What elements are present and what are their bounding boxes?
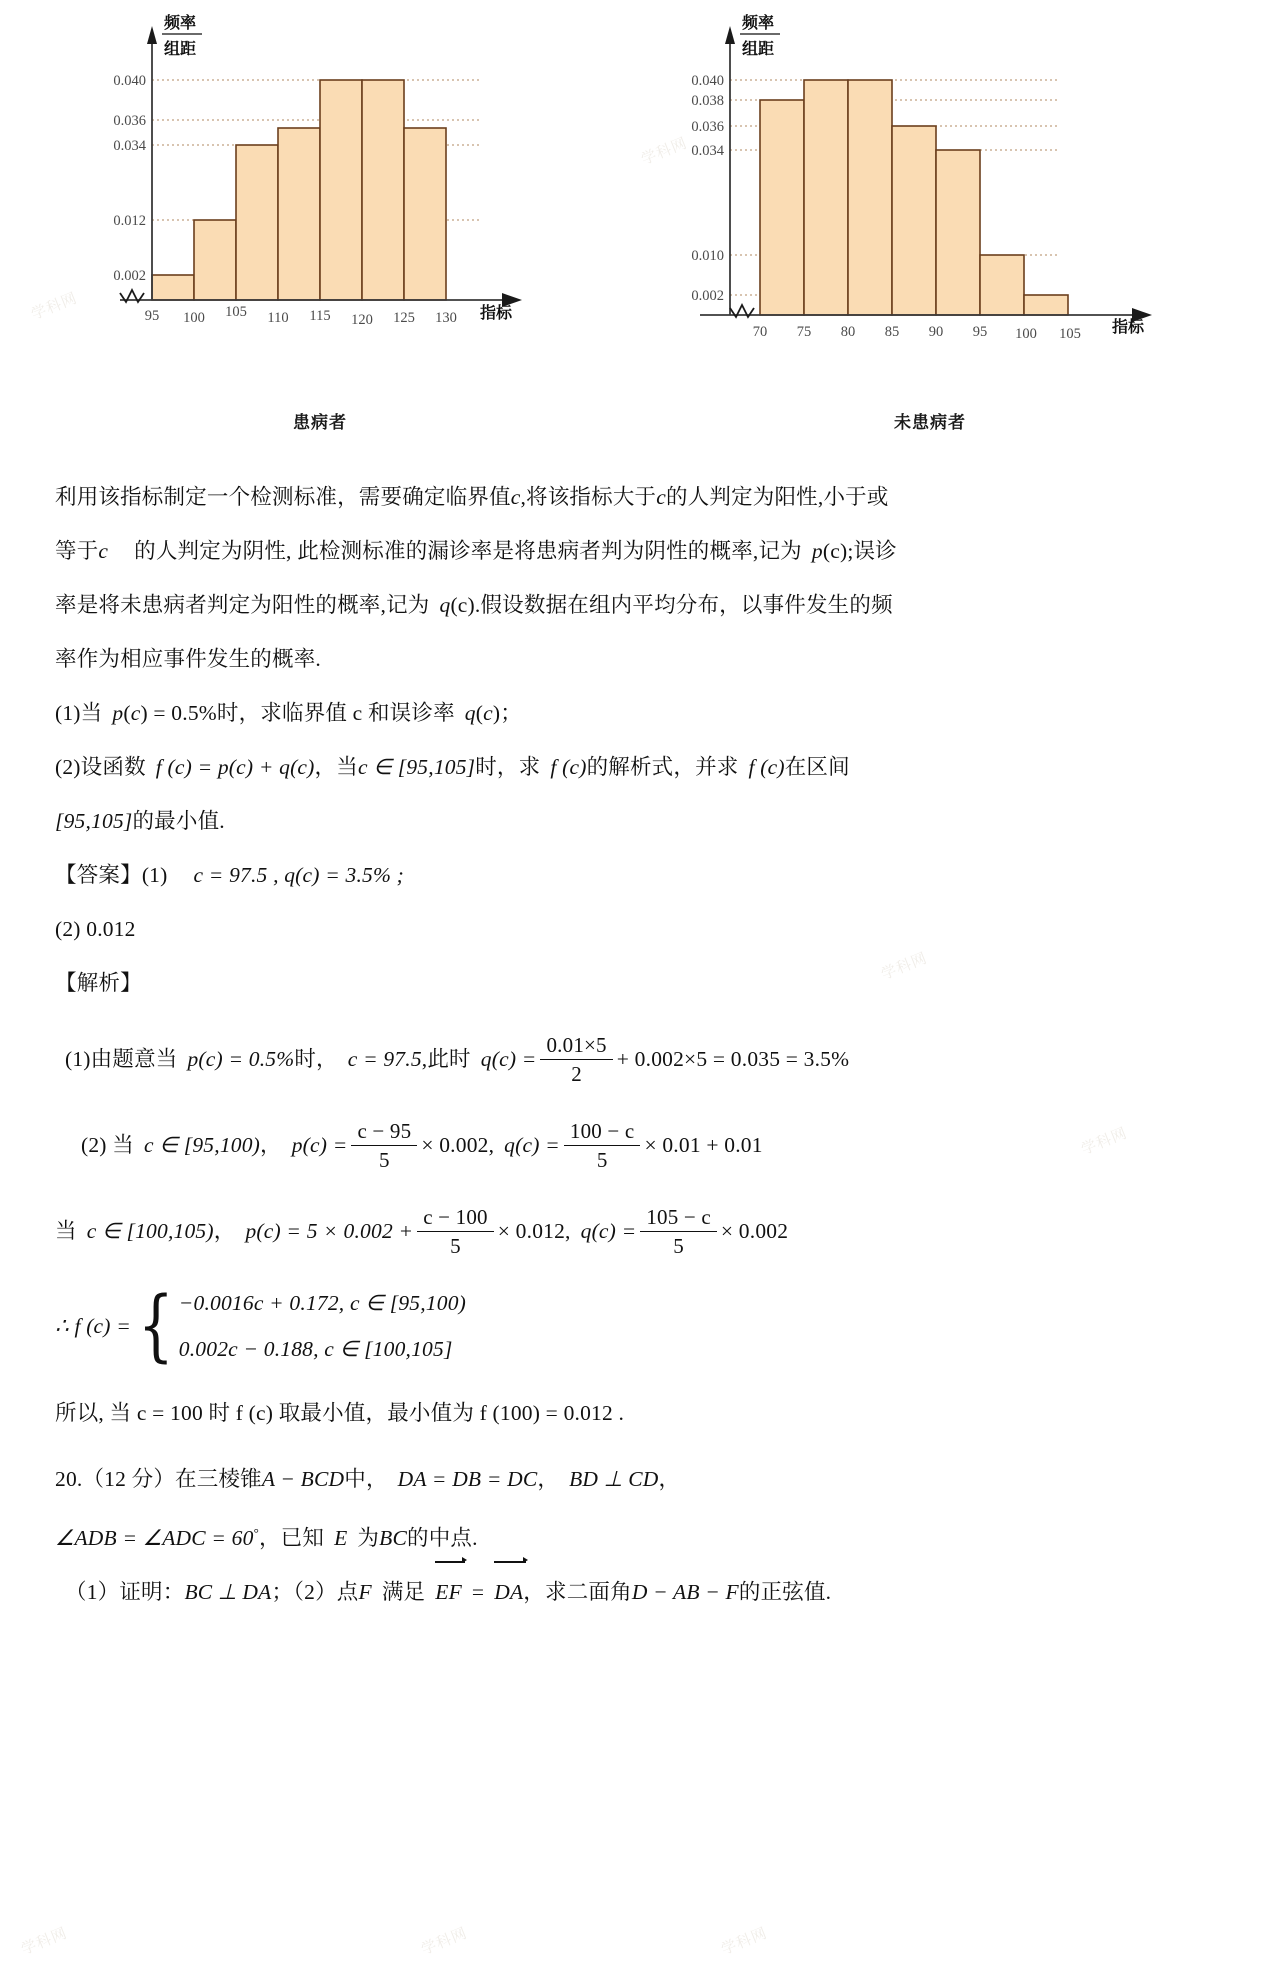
watermark: 学科网 xyxy=(418,1924,470,1959)
watermark: 学科网 xyxy=(638,134,690,169)
q2-mid: ，当 xyxy=(314,755,358,779)
a1-f: q(c) = xyxy=(480,1047,537,1071)
problem-text-2c: ;误诊 xyxy=(847,539,897,563)
analysis-line-2 xyxy=(55,1102,1230,1188)
a2-a: (2) 当 xyxy=(81,1133,134,1157)
problem-line-1: 利用该指标制定一个检测标准，需要确定临界值c,将该指标大于c的人判定为阳性,小于或 xyxy=(55,485,889,509)
fraction-denominator: 5 xyxy=(673,1233,684,1258)
a2-f: q(c) = xyxy=(504,1133,560,1157)
histogram-chart-right xyxy=(660,0,1260,455)
xtick-label: 90 xyxy=(928,324,944,340)
q20-1g: ， xyxy=(658,1467,681,1492)
problem-text-2b: 的人判定为阴性, 此检测标准的漏诊率是将患病者判为阴性的概率,记为 xyxy=(134,539,802,563)
a2-d: p(c) = xyxy=(291,1133,348,1157)
ytick-label: 0.012 xyxy=(113,213,146,229)
q2-mid2: 时，求 xyxy=(475,755,541,779)
chart-caption-left: 患病者 xyxy=(293,413,347,432)
watermark: 学科网 xyxy=(28,289,80,324)
problem-body xyxy=(55,470,1230,1619)
piecewise-function xyxy=(55,1276,466,1376)
ytick-label: 0.002 xyxy=(113,268,146,284)
problem-text-1a: 利用该指标制定一个检测标准，需要确定临界值 xyxy=(55,485,511,509)
xtick-label: 120 xyxy=(351,312,373,328)
yaxis-label-top: 频率 xyxy=(164,15,197,32)
xtick-label: 85 xyxy=(884,324,900,340)
q20-3e: 满足 xyxy=(381,1580,426,1605)
a1-a: (1)由题意当 xyxy=(65,1047,178,1071)
q20-1c: 中， xyxy=(344,1467,388,1492)
problem-line-2: 等于c 的人判定为阴性, 此检测标准的漏诊率是将患病者判为阴性的概率,记为 p(c);误诊 xyxy=(55,539,897,563)
fraction-denominator: 5 xyxy=(379,1147,390,1172)
watermark: 学科网 xyxy=(878,949,930,984)
xtick-label: 105 xyxy=(1059,326,1081,342)
analysis-label: 【解析】 xyxy=(55,971,142,995)
xaxis-label: 指标 xyxy=(480,305,513,322)
xtick-label: 115 xyxy=(309,308,331,324)
a2-c: ， xyxy=(260,1133,282,1157)
a2-b: c ∈ [95,100) xyxy=(143,1133,261,1157)
fraction-denominator: 2 xyxy=(571,1061,582,1086)
a3-e: × 0.012, xyxy=(497,1219,571,1243)
q20-3c: ；（2）点 xyxy=(271,1580,359,1605)
piecewise-row-1: −0.0016c + 0.172, c ∈ [95,100) xyxy=(178,1291,467,1316)
a3-f: q(c) = xyxy=(580,1219,637,1243)
fraction-q-1 xyxy=(564,1118,641,1173)
analysis-piecewise xyxy=(55,1274,1230,1376)
xtick-label: 130 xyxy=(435,310,457,326)
a2-g: × 0.01 + 0.01 xyxy=(644,1133,763,1157)
ytick-label: 0.010 xyxy=(691,248,724,264)
watermark: 学科网 xyxy=(718,1924,770,1959)
q2-eq: f (c) = p(c) + q(c) xyxy=(155,755,315,779)
analysis-line-3 xyxy=(55,1188,1230,1274)
q20-2d: 为 xyxy=(357,1526,380,1551)
piecewise-row-2: 0.002c − 0.188, c ∈ [100,105] xyxy=(178,1337,453,1362)
problem-question-2-cont xyxy=(55,794,1230,848)
problem-question-1: (1)当 p(c) = 0.5%时，求临界值 c 和误诊率 q(c)； xyxy=(55,701,522,725)
ytick-label: 0.034 xyxy=(691,143,724,159)
q20-1a: 20.（12 分）在三棱锥 xyxy=(55,1467,262,1492)
q2-range2: [95,105] xyxy=(55,809,133,833)
fraction-numerator: 100 − c xyxy=(564,1118,641,1146)
q20-2f: 的中点. xyxy=(407,1526,478,1551)
problem-text-3b: .假设数据在组内平均分布，以事件发生的频 xyxy=(474,593,893,617)
fraction-numerator: 105 − c xyxy=(640,1204,717,1232)
q2-range: c ∈ [95,105] xyxy=(357,755,476,779)
q20-3g: D − AB − F xyxy=(631,1580,739,1605)
xtick-label: 95 xyxy=(144,308,160,324)
fraction-numerator: c − 100 xyxy=(417,1204,494,1232)
q20-2e: BC xyxy=(379,1526,407,1551)
xtick-label: 75 xyxy=(796,324,812,340)
q1-suffix: ； xyxy=(500,701,522,725)
fraction-denominator: 5 xyxy=(596,1147,608,1172)
analysis-conclusion: 所以, 当 c = 100 时 f (c) 取最小值，最小值为 f (100) = 0.012 . xyxy=(55,1401,625,1426)
q20-2a: ∠ADB = ∠ADC = 60 xyxy=(55,1526,254,1551)
answer-label: 【答案】 xyxy=(55,863,142,887)
q20-1d: DA = DB = DC xyxy=(397,1467,538,1492)
q20-3d: F xyxy=(358,1580,372,1605)
fraction-numerator: 0.01×5 xyxy=(540,1032,612,1060)
vector-da: DA xyxy=(494,1565,523,1619)
fraction-denominator: 5 xyxy=(450,1233,461,1258)
q1-prefix: (1)当 xyxy=(55,701,103,725)
answer-line-1 xyxy=(55,848,1230,902)
histograms-row xyxy=(0,0,1280,455)
a1-e: ,此时 xyxy=(421,1047,471,1071)
q2-tail: 的最小值. xyxy=(132,809,225,833)
q20-3f: ，求二面角 xyxy=(523,1580,632,1605)
problem-text-1c: 的人判定为阳性,小于或 xyxy=(665,485,889,509)
watermark: 学科网 xyxy=(1078,1124,1130,1159)
xtick-label: 80 xyxy=(840,324,856,340)
q2-fc: f (c) xyxy=(550,755,587,779)
q20-3a: （1）证明： xyxy=(65,1580,185,1605)
a2-e: × 0.002, xyxy=(421,1133,495,1157)
q2-fc2: f (c) xyxy=(748,755,785,779)
q20-3b: BC ⊥ DA xyxy=(184,1580,272,1605)
problem-text-2a: 等于 xyxy=(55,539,99,563)
question20-line-1 xyxy=(55,1452,1230,1506)
yaxis-label-top: 频率 xyxy=(742,15,775,32)
q20-2deg: ° xyxy=(253,1525,259,1541)
fraction-p-1 xyxy=(351,1118,417,1173)
xtick-label: 100 xyxy=(183,310,205,326)
fraction-p-2 xyxy=(417,1204,494,1259)
a3-a: 当 xyxy=(55,1219,77,1243)
xtick-label: 100 xyxy=(1015,326,1037,342)
xtick-label: 70 xyxy=(752,324,768,340)
q2-mid4: 在区间 xyxy=(784,755,850,779)
answer-item1-num: (1) xyxy=(141,863,168,887)
fraction-q-first xyxy=(540,1032,612,1087)
a3-b: c ∈ [100,105) xyxy=(86,1219,214,1243)
a3-d: p(c) = 5 × 0.002 + xyxy=(245,1219,414,1243)
brace-glyph: { xyxy=(137,1281,174,1372)
xtick-label: 125 xyxy=(393,310,415,326)
q1-mid: 时，求临界值 c 和误诊率 xyxy=(216,701,455,725)
ytick-label: 0.036 xyxy=(113,113,146,129)
problem-text-1b: ,将该指标大于 xyxy=(520,485,657,509)
question20-line-3 xyxy=(55,1565,1230,1619)
xtick-label: 105 xyxy=(225,304,247,320)
answer-item1-text: c = 97.5 , q(c) = 3.5% ; xyxy=(193,863,405,887)
q1-eq: = 0.5% xyxy=(153,701,217,725)
q20-3h: 的正弦值. xyxy=(738,1580,832,1605)
xtick-label: 95 xyxy=(972,324,988,340)
watermark: 学科网 xyxy=(18,1924,70,1959)
q20-1b: A − BCD xyxy=(261,1467,345,1492)
ytick-label: 0.036 xyxy=(691,119,724,135)
ytick-label: 0.002 xyxy=(691,288,724,304)
a3-c: ， xyxy=(213,1219,236,1243)
ytick-label: 0.040 xyxy=(691,73,724,89)
fraction-q-2 xyxy=(640,1204,717,1259)
a1-g: + 0.002×5 = 0.035 = 3.5% xyxy=(616,1047,850,1071)
question20-line-2 xyxy=(55,1506,1230,1565)
q20-1e: ， xyxy=(537,1467,560,1492)
q2-prefix: (2)设函数 xyxy=(55,755,146,779)
yaxis-label-bottom: 组距 xyxy=(742,41,775,58)
q2-mid3: 的解析式，并求 xyxy=(586,755,739,779)
q20-3eq: = xyxy=(471,1580,485,1605)
ytick-label: 0.038 xyxy=(691,93,724,109)
problem-line-3: 率是将未患病者判定为阳性的概率,记为 q(c).假设数据在组内平均分布，以事件发生的频 xyxy=(55,593,893,617)
histogram-right-plot xyxy=(660,0,1260,410)
vector-ef: EF xyxy=(435,1565,462,1619)
piecewise-prefix: ∴ f (c) = xyxy=(55,1314,131,1339)
xaxis-label: 指标 xyxy=(1112,319,1145,336)
q20-1f: BD ⊥ CD xyxy=(569,1467,659,1492)
ytick-label: 0.034 xyxy=(113,138,146,154)
chart-caption-right: 未患病者 xyxy=(894,413,966,432)
answer-line-2: (2) 0.012 xyxy=(55,917,136,941)
fraction-numerator: c − 95 xyxy=(351,1118,417,1146)
problem-text-3a: 率是将未患病者判定为阳性的概率,记为 xyxy=(55,593,430,617)
q20-2c: E xyxy=(334,1526,348,1551)
histogram-chart-left xyxy=(60,0,660,455)
piecewise-rows xyxy=(179,1280,466,1372)
q20-2b: ，已知 xyxy=(258,1526,325,1551)
histogram-left-plot xyxy=(60,0,660,410)
problem-line-4: 率作为相应事件发生的概率. xyxy=(55,647,321,671)
yaxis-label-bottom: 组距 xyxy=(164,41,197,58)
a1-b: p(c) = 0.5% xyxy=(187,1047,295,1071)
a1-c: 时， xyxy=(294,1047,338,1071)
a1-d: c = 97.5 xyxy=(347,1047,422,1071)
problem-question-2 xyxy=(55,740,1230,794)
xtick-label: 110 xyxy=(267,310,289,326)
analysis-line-1 xyxy=(55,1016,1230,1102)
a3-g: × 0.002 xyxy=(720,1219,789,1243)
ytick-label: 0.040 xyxy=(113,73,146,89)
